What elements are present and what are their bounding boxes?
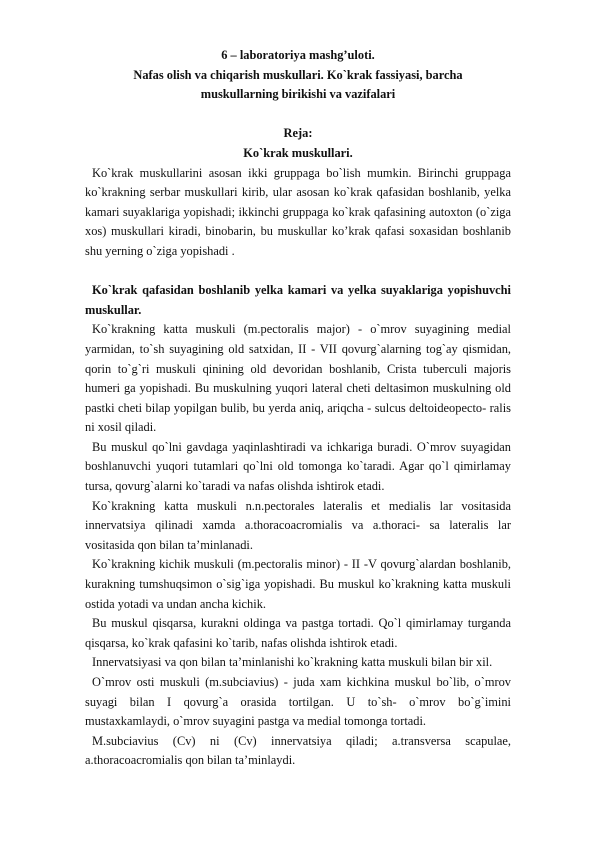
blank-line xyxy=(85,105,511,125)
document-page xyxy=(85,46,511,771)
blank-line xyxy=(85,262,511,282)
plan-label: Reja: xyxy=(283,126,313,141)
subheading-shoulder-muscles: Ko`krak qafasidan boshlanib yelka kamari va yelka suyaklariga yopishuvchi muskullar. xyxy=(85,283,511,317)
section-title: Ko`krak muskullari. xyxy=(243,145,353,160)
paragraph-subclavius-innervation: M.subciavius (Cv) ni (Cv) innervatsiya qiladi; a.transversa scapulae, a.thoracoacromialis qon bilan ta’minlaydi. xyxy=(85,733,511,768)
topic-title-line-2: muskullarning birikishi va vazifalari xyxy=(200,87,396,102)
paragraph-pectoralis-major-function: Bu muskul qo`lni gavdaga yaqinlashtiradi va ichkariga buradi. O`mrov suyagidan boshlanuvchi yuqori tutamlari qo`lni old tomonga ko`taradi. Agar qo`l qimirlamay tursa, qovurg`alarni ko`taradi va nafas olishda ishtirok etadi. xyxy=(85,439,511,494)
paragraph-pectoralis-major-innervation: Ko`krakning katta muskuli n.n.pectorales lateralis et medialis lar vositasida innervatsiya qilinadi xamda a.thoracoacromialis va a.thoraci- sa lateralis lar vositasida qon bilan ta’minlanadi. xyxy=(85,498,511,552)
lab-title: 6 – laboratoriya mashg’uloti. xyxy=(221,48,375,62)
paragraph-pectoralis-minor-innervation: Innervatsiyasi va qon bilan ta’minlanishi ko`krakning katta muskuli bilan bir xil. xyxy=(92,655,493,670)
paragraph-pectoralis-major: Ko`krakning katta muskuli (m.pectoralis major) - o`mrov suyagining medial yarmidan, to`sh suyagining old satxidan, II - VII qovurg`alarning tog`ay qismidan, qorin to`g`ri muskuli qinining old devoridan boshlanib, Crista tuberculi majoris humeri ga yopishadi. Bu muskulning yuqori lateral cheti deltasimon muskulning old pastki cheti bilap yopilgan bulib, bu yerda aniq, ariqcha - sulcus deltoideopecto- ralis ni xosil qiladi. xyxy=(85,322,511,435)
topic-title-line-1: Nafas olish va chiqarish muskullari. Ko`krak fassiyasi, barcha xyxy=(133,67,463,82)
paragraph-muscle-groups: Ko`krak muskullarini asosan ikki gruppaga bo`lish mumkin. Birinchi gruppaga ko`krakning serbar muskullari kirib, ular asosan ko`krak qafasidan boshlanib, yelka kamari suyaklariga yopishadi; ikkinchi gruppaga ko`krak qafasining autoxton (o`ziga xos) muskullari kiradi, binobarin, bu muskullar ko’krak qafasi soxasidan boshlanib shu yerning o`ziga yopishadi . xyxy=(85,165,511,258)
paragraph-pectoralis-minor-function: Bu muskul qisqarsa, kurakni oldinga va pastga tortadi. Qo`l qimirlamay turganda qisqarsa, ko`krak qafasini ko`tarib, nafas olishda ishtirok etadi. xyxy=(85,616,511,650)
paragraph-subclavius: O`mrov osti muskuli (m.subciavius) - juda xam kichkina muskul bo`lib, o`mrov suyagi bilan I qovurg`a orasida tortilgan. U to`sh- o`mrov bo`g`imini mustaxkamlaydi, o`mrov suyagini pastga va medial tomonga tortadi. xyxy=(85,675,511,729)
paragraph-pectoralis-minor: Ko`krakning kichik muskuli (m.pectoralis minor) - II -V qovurg`alardan boshlanib, kurakning tumshuqsimon o`sig`iga yopishadi. Bu muskul ko`krakning katta muskuli ostida yotadi va undan ancha kichik. xyxy=(85,557,511,611)
